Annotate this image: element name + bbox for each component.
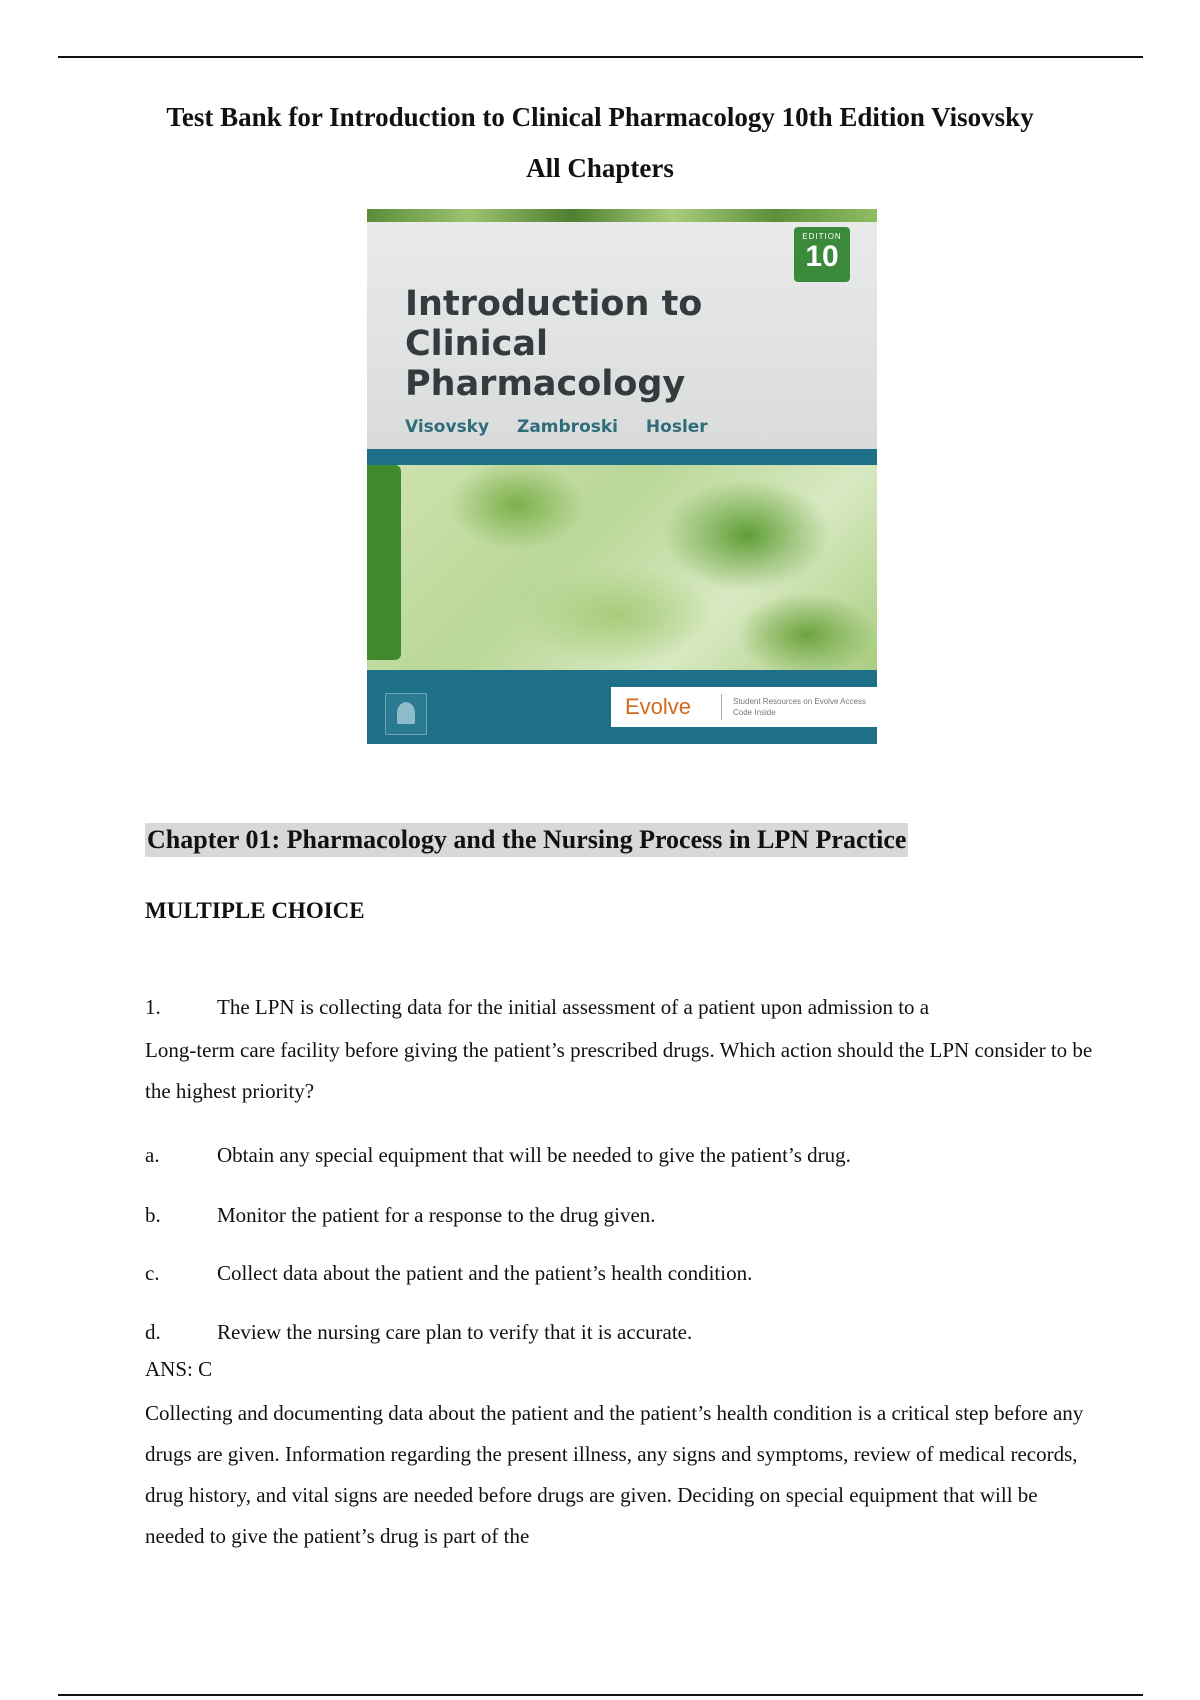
cover-author: Zambroski [517, 417, 618, 437]
edition-label: EDITION [802, 232, 842, 241]
evolve-separator [721, 694, 722, 720]
cover-artwork [367, 465, 877, 670]
option-text: Collect data about the patient and the patient’s health condition. [217, 1261, 753, 1285]
evolve-subtext: Student Resources on Evolve Access Code Inside [733, 697, 866, 717]
book-cover-image [367, 209, 877, 744]
question-number: 1. [145, 995, 161, 1019]
cover-side-panel [367, 465, 401, 660]
option-letter: d. [145, 1320, 161, 1344]
cover-title: Introduction to Clinical Pharmacology [405, 284, 703, 404]
evolve-logo: Evolve [625, 694, 692, 719]
publisher-tree-icon [385, 693, 427, 735]
option-letter: a. [145, 1143, 160, 1167]
option-letter: c. [145, 1261, 160, 1285]
answer-rationale: Collecting and documenting data about the patient and the patient’s health condition is a critical step before any drugs are given. Information regarding the present illness, any signs and symptoms, review of medical records, drug history, and vital signs are needed before drugs are given. Deciding on special equipment that will be needed to give the patient’s drug is part of the [145, 1401, 1084, 1548]
cover-author: Visovsky [405, 417, 490, 437]
edition-badge [794, 227, 850, 282]
option-text: Review the nursing care plan to verify that it is accurate. [217, 1320, 693, 1344]
cover-band [367, 449, 877, 465]
cover-top-strip [367, 209, 877, 222]
document-subtitle: All Chapters [526, 153, 674, 183]
answer-key: ANS: C [145, 1357, 213, 1381]
document-title: Test Bank for Introduction to Clinical Pharmacology 10th Edition Visovsky [166, 102, 1034, 132]
option-text: Obtain any special equipment that will be needed to give the patient’s drug. [217, 1143, 851, 1167]
cover-author: Hosler [645, 417, 708, 437]
bottom-rule [58, 1694, 1143, 1696]
top-rule [58, 56, 1143, 58]
option-text: Monitor the patient for a response to the drug given. [217, 1203, 656, 1227]
question-text-first-line: The LPN is collecting data for the initial assessment of a patient upon admission to a [217, 995, 930, 1019]
chapter-heading: Chapter 01: Pharmacology and the Nursing Process in LPN Practice [145, 823, 908, 857]
section-heading: MULTIPLE CHOICE [145, 898, 365, 923]
edition-number: 10 [805, 240, 839, 273]
option-letter: b. [145, 1203, 161, 1227]
cover-authors [405, 417, 730, 437]
question-text: Long-term care facility before giving the patient’s prescribed drugs. Which action should the LPN consider to be the highest priority? [145, 1038, 1093, 1103]
evolve-box [611, 687, 877, 727]
